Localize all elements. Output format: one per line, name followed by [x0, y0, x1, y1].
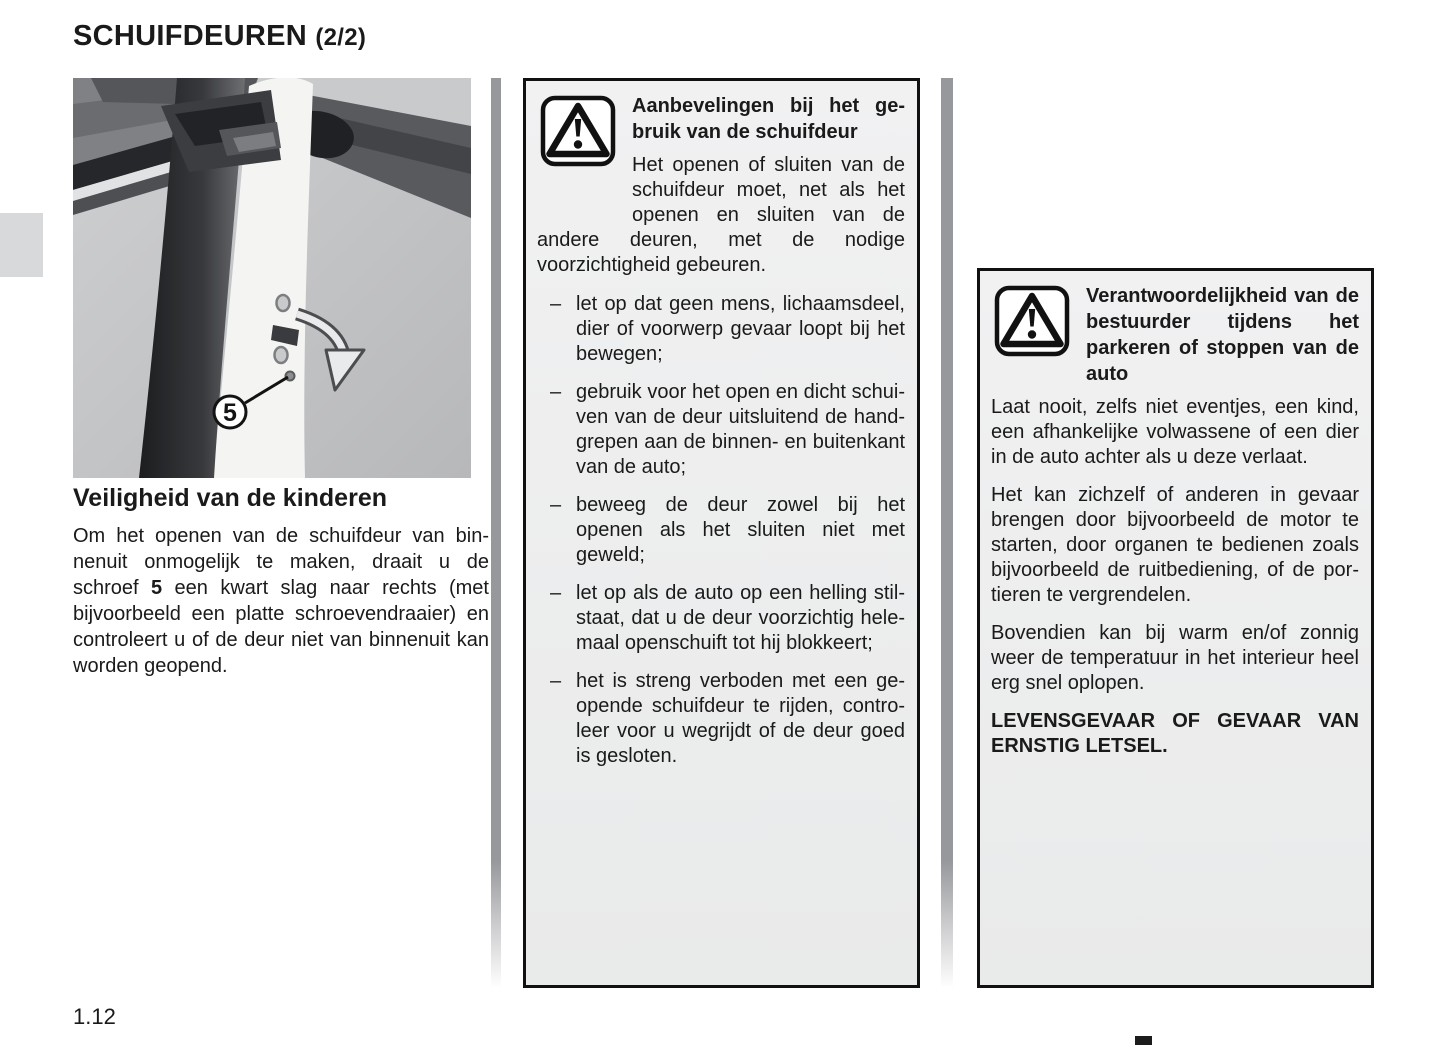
warning-triangle-icon	[540, 95, 616, 167]
warning-icon-container	[537, 93, 632, 205]
warning-paragraph: Laat nooit, zelfs niet eventjes, een kind, een afhankelijke volwassene of een dier in de auto achter als u deze verlaat.	[991, 396, 1359, 468]
warning-bullet-list	[537, 292, 905, 769]
column-divider-left	[491, 78, 501, 988]
callout-badge-label: 5	[223, 399, 237, 427]
dash-marker: –	[550, 293, 562, 315]
warning-title: Aanbevelingen bij het gebruik van de schuifdeur	[632, 95, 905, 143]
child-safety-paragraph: Om het openen van de schuifdeur van binnenuit onmogelijk te maken, draait u de schroef 5 een kwart slag naar rechts (met bijvoorbeeld een platte schroevendraaier) en controleert u of de deur niet van binnenuit kan worden geopend.	[73, 525, 489, 677]
screw-hole-lower	[275, 347, 288, 363]
page-title	[73, 20, 366, 53]
screw-number-ref: 5	[151, 577, 163, 599]
dash-marker: –	[550, 670, 562, 692]
list-item: – het is streng verboden met een geopende schuifdeur te rijden, controleer voor u wegrijdt of de deur goed is gesloten.	[550, 670, 905, 767]
child-safety-section	[73, 484, 489, 679]
warning-box-driver-responsibility	[977, 268, 1374, 988]
dash-marker: –	[550, 381, 562, 403]
door-mechanism-illustration	[73, 78, 471, 478]
screw-hole-upper	[277, 295, 290, 311]
warning-triangle-icon	[994, 285, 1070, 357]
warning-paragraph: Bovendien kan bij warm en/of zonnig weer de temperatuur in het interieur heel erg snel oplopen.	[991, 622, 1359, 694]
column-divider-right	[941, 78, 953, 988]
list-item: – gebruik voor het open en dicht schuiven van de deur uitsluitend de handgrepen aan de binnen- en buitenkant van de auto;	[550, 381, 905, 478]
page-number: 1.12	[73, 1004, 116, 1029]
warning-title: Verantwoordelijkheid van de bestuurder tijdens het parkeren of stoppen van de auto	[1086, 285, 1359, 385]
page-title-suffix: (2/2)	[315, 24, 367, 51]
warning-box-sliding-door	[523, 78, 920, 988]
list-item: – let op dat geen mens, lichaamsdeel, dier of voorwerp gevaar loopt bij het bewegen;	[550, 293, 905, 365]
section-edge-tab	[0, 213, 43, 277]
child-safety-heading: Veiligheid van de kinderen	[73, 484, 387, 512]
danger-emphasis-text: LEVENSGEVAAR OF GEVAAR VAN ERNSTIG LETSEL.	[991, 710, 1359, 757]
warning-intro: Het openen of sluiten van de schuifdeur moet, net als het openen en sluiten van de andere deuren, met de nodige voorzichtigheid gebeuren.	[537, 154, 905, 276]
door-mechanism-photo	[73, 78, 471, 478]
warning-paragraph: Het kan zichzelf of anderen in gevaar brengen door bijvoorbeeld de motor te starten, door organen te bedienen zoals bijvoorbeeld de ruitbediening, of de portieren te vergrendelen.	[991, 484, 1359, 606]
dash-marker: –	[550, 494, 562, 516]
list-item: – let op als de auto op een helling stilstaat, dat u de deur voorzichtig helemaal openschuift tot hij blokkeert;	[550, 582, 905, 654]
page-title-main: SCHUIFDEUREN	[73, 20, 307, 52]
list-item: – beweeg de deur zowel bij het openen als het sluiten niet met geweld;	[550, 494, 905, 566]
warning-icon-container	[991, 283, 1086, 389]
dash-marker: –	[550, 582, 562, 604]
print-registration-mark	[1135, 1036, 1152, 1045]
